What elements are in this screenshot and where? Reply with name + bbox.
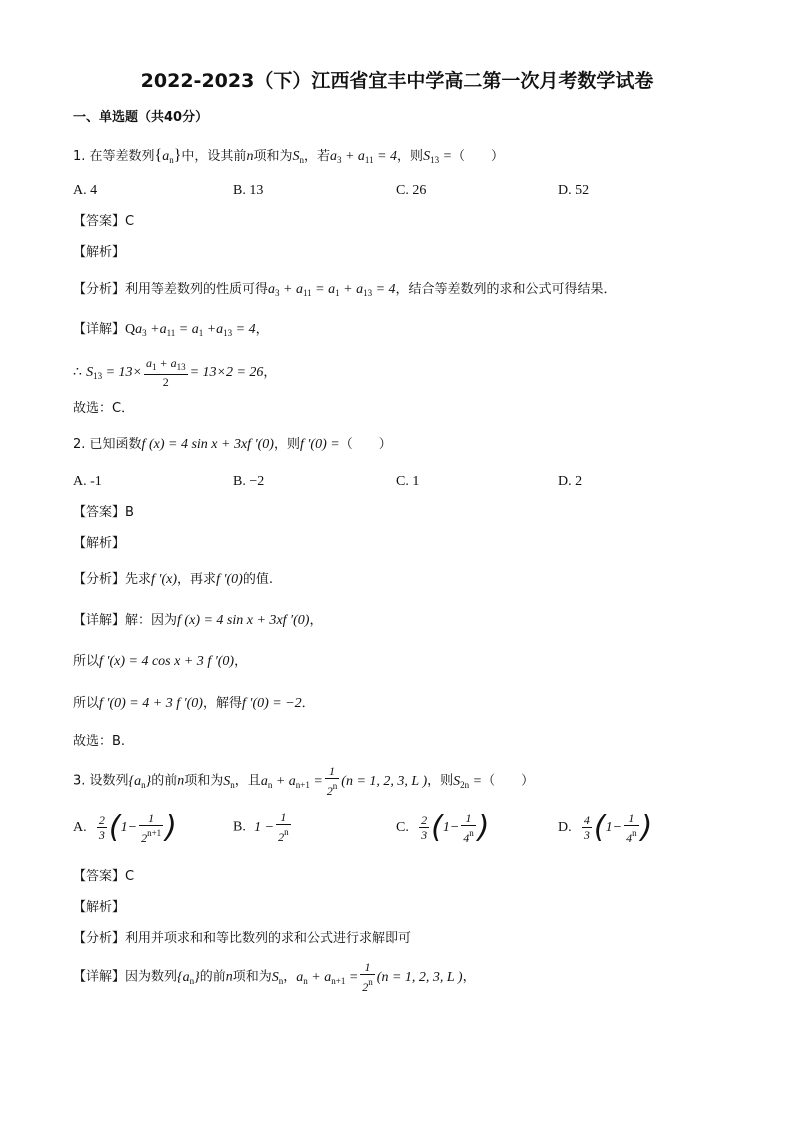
q1-stem-e: ，则 [397,149,424,164]
question-3-stem [73,764,534,799]
q2-xiangjie-line [73,613,322,630]
q2-xiangjie-b: ， [309,613,323,628]
q2-line2-a: 所以 [73,654,100,669]
q2-stem-a: 2. 已知函数 [73,437,142,452]
q1-option-b: B. 13 [233,183,264,198]
q2-fenxi-fx: f ′(x) [151,572,178,587]
q1-condition: $a_3 + a_{11} = 4$ [329,149,398,165]
q3-option-c-formula: $\frac{2}{3}$ (1− $\frac{1}{4^n}$ ) [421,810,490,845]
q3-stem-d: ，且 [234,773,261,789]
q3-option-b-label: B. [233,819,246,835]
q2-option-d: D. 2 [558,474,583,489]
q1-conclusion: 故选：C． [73,401,135,416]
q1-stem-b: 中，设其前 [181,149,247,164]
q3-xiangjie-n: n [225,969,233,985]
q3-option-d-formula: $\frac{4}{3}$ (1− $\frac{1}{4^n}$ ) [583,810,653,845]
q2-fenxi-line [73,572,273,589]
q1-stem-f: （ ） [452,149,505,164]
q3-fenxi-line [73,931,411,947]
q1-answer-line [73,214,134,230]
q3-fenxi-label: 【分析】 [73,931,126,946]
q2-function: f (x) = 4 sin x + 3xf ′(0) [141,437,274,452]
q2-answer-line [73,505,134,521]
q2-analysis-label: 【解析】 [73,536,126,551]
q2-line3-c: ． [301,696,315,711]
q1-xiangjie-label: 【详解】 [73,322,126,337]
q2-target: f ′(0) = [299,437,340,452]
q1-fenxi-a: 利用等差数列的性质可得 [125,282,269,297]
q3-var-n: n [177,773,185,789]
q1-target: $S_{13}$ = [423,149,453,165]
q1-analysis-label: 【解析】 [73,245,126,260]
q1-var-n: n [246,149,254,164]
q1-therefore-symbol: ∴ [73,365,82,381]
q3-xiangjie-seq: $\{a_n\}$ [177,969,200,986]
q3-xiangjie-b: 的前 [199,969,226,985]
q1-stem-a: 1. 在等差数列 [73,149,155,164]
q3-option-a-label: A. [73,820,87,836]
q3-analysis-label: 【解析】 [73,900,126,915]
q3-var-sn: $S_n$ [223,773,235,790]
q2-derivative-line [73,654,247,671]
q3-option-b [233,810,293,845]
q3-option-a-formula: $\frac{2}{3}$ (1− $\frac{1}{2^{n+1}}$ ) [98,810,177,845]
q3-stem-b: 的前 [151,773,178,789]
q3-option-c [396,810,490,846]
q3-xiangjie-line [73,960,476,995]
q2-option-b: B. −2 [233,474,265,489]
q1-answer-value: C [125,214,135,229]
q3-xiangjie-sn: $S_n$ [271,969,284,986]
q3-answer-line [73,869,134,885]
q1-seq-an: $\{a_n\}$ [154,147,182,165]
q2-answer-label: 【答案】 [73,505,126,520]
q2-line3-a: 所以 [73,696,100,711]
q1-xiangjie-line [73,322,269,339]
q3-stem-a: 3. 设数列 [73,773,129,789]
q3-fenxi-text: 利用并项求和和等比数列的求和公式进行求解即可 [125,931,412,946]
question-1-stem [73,146,504,166]
question-2-stem [73,437,392,454]
q3-stem-f: （ ） [482,773,535,789]
q1-stem-d: ，若 [303,149,330,164]
q2-xiangjie-label: 【详解】 [73,613,126,628]
q2-answer-value: B [125,505,134,520]
q3-option-a [73,810,177,846]
q1-option-a: A. 4 [73,183,98,198]
q2-conclusion: 故选：B. [73,734,126,749]
q3-condition: $a_n + a_{n+1}$ = $\frac{1}{2^n}$ (n = 1, 2, 3, L ) [260,764,428,798]
q1-fenxi-formula: $a_3 + a_{11} = a_1 + a_{13} = 4$ [268,282,396,298]
q1-sum-formula: $S_{13} = 13\times$ $\frac{a_1 + a_{13}}{2}$ = 13×2 = 26 [86,356,264,389]
q3-xiangjie-c: 项和为 [232,969,272,985]
q3-xiangjie-label: 【详解】 [73,969,126,985]
section-heading: 一、单选题（共40分） [73,110,209,125]
q2-fenxi-label: 【分析】 [73,572,126,587]
q2-option-c: C. 1 [396,474,420,489]
q2-solve-formula: f ′(0) = 4 + 3 f ′(0) [99,696,203,711]
q3-seq-an: $\{a_n\}$ [128,773,152,790]
q1-line2-end: ， [263,365,277,381]
q2-xiangjie-a: 解：因为 [125,613,178,628]
q2-solve-line [73,696,315,713]
q1-xiangjie-end: ， [255,322,269,337]
q1-answer-label: 【答案】 [73,214,126,229]
q3-option-d [558,810,652,846]
q2-fenxi-c: 的值. [242,572,273,587]
q3-stem-c: 项和为 [184,773,224,789]
q2-xiangjie-formula: f (x) = 4 sin x + 3xf ′(0) [177,613,310,628]
q1-stem-c: 项和为 [253,149,293,164]
q1-fenxi-line [73,282,617,299]
q2-fenxi-a: 先求 [125,572,152,587]
q3-xiangjie-e: ， [462,969,476,985]
q1-var-sn: $S_n$ [292,149,304,165]
q1-because-symbol: Q [125,322,136,337]
q2-stem-b: ，则 [273,437,300,452]
q2-derivative-formula: f ′(x) = 4 cos x + 3 f ′(0) [99,654,235,669]
q3-xiangjie-formula: $a_n + a_{n+1}$ = $\frac{1}{2^n}$ (n = 1, 2, 3, L ) [296,960,463,994]
q1-sum-line [73,356,276,390]
q3-answer-value: C [125,869,135,884]
q2-option-a: A. -1 [73,474,102,489]
q3-option-d-label: D. [558,820,572,836]
q2-stem-c: （ ） [339,437,392,452]
q1-xiangjie-formula: $a_3 +a_{11} = a_1 +a_{13} = 4$ [135,322,256,338]
q2-line2-b: ， [234,654,248,669]
q1-fenxi-b: ，结合等差数列的求和公式可得结果． [395,282,617,297]
q3-option-b-formula: 1 − $\frac{1}{2^n}$ [254,810,289,844]
q3-xiangjie-d: ， [283,969,297,985]
q3-answer-label: 【答案】 [73,869,126,884]
q1-option-d: D. 52 [558,183,590,198]
q2-fenxi-f0: f ′(0) [216,572,243,587]
q1-option-c: C. 26 [396,183,427,198]
q3-option-c-label: C. [396,820,409,836]
q2-line3-b: ，解得 [202,696,242,711]
q3-target: $S_{2n}$ = [453,773,483,790]
q1-fenxi-label: 【分析】 [73,282,126,297]
q3-stem-e: ，则 [427,773,454,789]
q3-xiangjie-a: 因为数列 [125,969,178,985]
q2-fenxi-b: ，再求 [177,572,217,587]
page-title: 2022-2023（下）江西省宜丰中学高二第一次月考数学试卷 [140,70,654,92]
q2-solve-result: f ′(0) = −2 [241,696,302,711]
